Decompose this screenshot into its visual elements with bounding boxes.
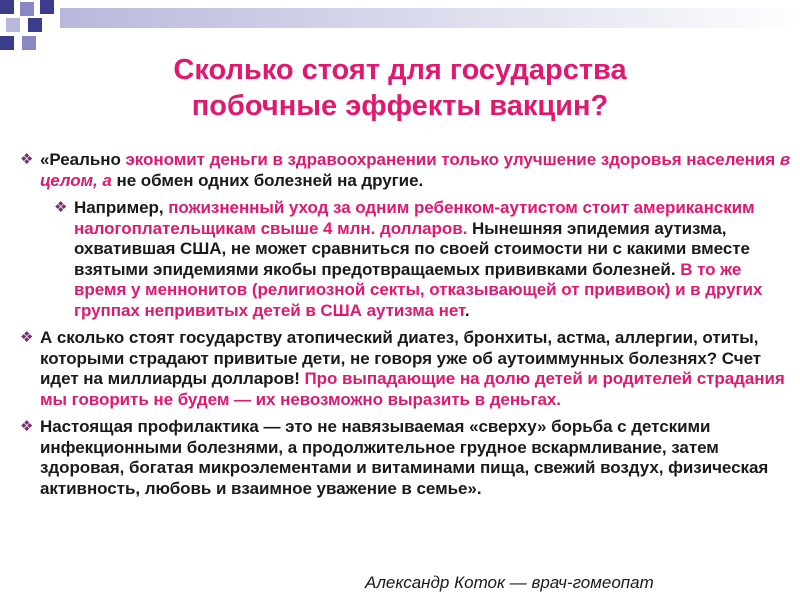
- title-line-2: побочные эффекты вакцин?: [191, 90, 609, 122]
- p2-text-b: пожизненный уход за одним ребенком-аутистом стоит американским налогоплательщикам свыше 4 млн. долларов.: [74, 198, 755, 238]
- deco-square: [40, 0, 54, 14]
- sub-bullet-paragraph: [54, 198, 795, 321]
- diamond-bullet-icon: ❖: [20, 418, 34, 435]
- bullet-paragraph-3: [20, 328, 795, 410]
- deco-square: [0, 0, 14, 14]
- deco-square: [0, 36, 14, 50]
- p1-text-c: в целом, а: [40, 150, 791, 190]
- slide-body: [20, 150, 795, 506]
- p4-text-a: Настоящая профилактика — это не навязываемая «сверху» борьба с детскими инфекционными болезнями, а продолжительное грудное вскармливание, затем здоровая, богатая микроэлементами и витаминами пища, свежий воздух, физическая активность, любовь и взаимное уважение в семье».: [40, 417, 769, 498]
- p3-text-b: Про выпадающие на долю детей и родителей страдания мы говорить не будем — их невозможно выразить в деньгах.: [40, 369, 785, 409]
- p2-text-d: В то же время у меннонитов (религиозной секты, отказывающей от прививок) и в других группах непривитых детей в США аутизма нет: [74, 259, 763, 320]
- diamond-bullet-icon: ❖: [20, 151, 34, 168]
- diamond-bullet-icon: ❖: [20, 329, 34, 346]
- p2-text-a: Например,: [74, 198, 169, 217]
- deco-square: [22, 36, 36, 50]
- p1-text-b: экономит деньги в здравоохранении только улучшение здоровья населения: [125, 150, 780, 169]
- author-signature: Александр Коток — врач-гомеопат: [365, 573, 654, 592]
- p1-text-d: не обмен одних болезней на другие.: [111, 170, 424, 190]
- top-gradient-bar: [60, 8, 800, 28]
- deco-square: [6, 18, 20, 32]
- title-line-1: Сколько стоят для государства: [173, 54, 627, 86]
- bullet-paragraph-4: [20, 417, 795, 499]
- diamond-bullet-icon: ❖: [54, 199, 68, 216]
- p3-text-a: А сколько стоят государству атопический диатез, бронхиты, астма, аллергии, отиты, которыми страдают привитые дети, не говоря уже об аутоиммунных болезнях? Счет идет на миллиарды долларов!: [40, 328, 762, 388]
- p2-text-c: Нынешняя эпидемия аутизма, охватившая США, не может сравниться по своей стоимости ни с какими вместе взятыми эпидемиями якобы предотвращаемых прививками болезней.: [74, 218, 750, 279]
- p1-text-a: «Реально: [40, 150, 126, 169]
- p2-text-e: .: [464, 300, 470, 320]
- corner-decoration: [0, 0, 800, 60]
- slide-title: [0, 52, 800, 124]
- deco-square: [28, 18, 42, 32]
- bullet-paragraph-1: [20, 150, 795, 191]
- deco-square: [20, 2, 34, 16]
